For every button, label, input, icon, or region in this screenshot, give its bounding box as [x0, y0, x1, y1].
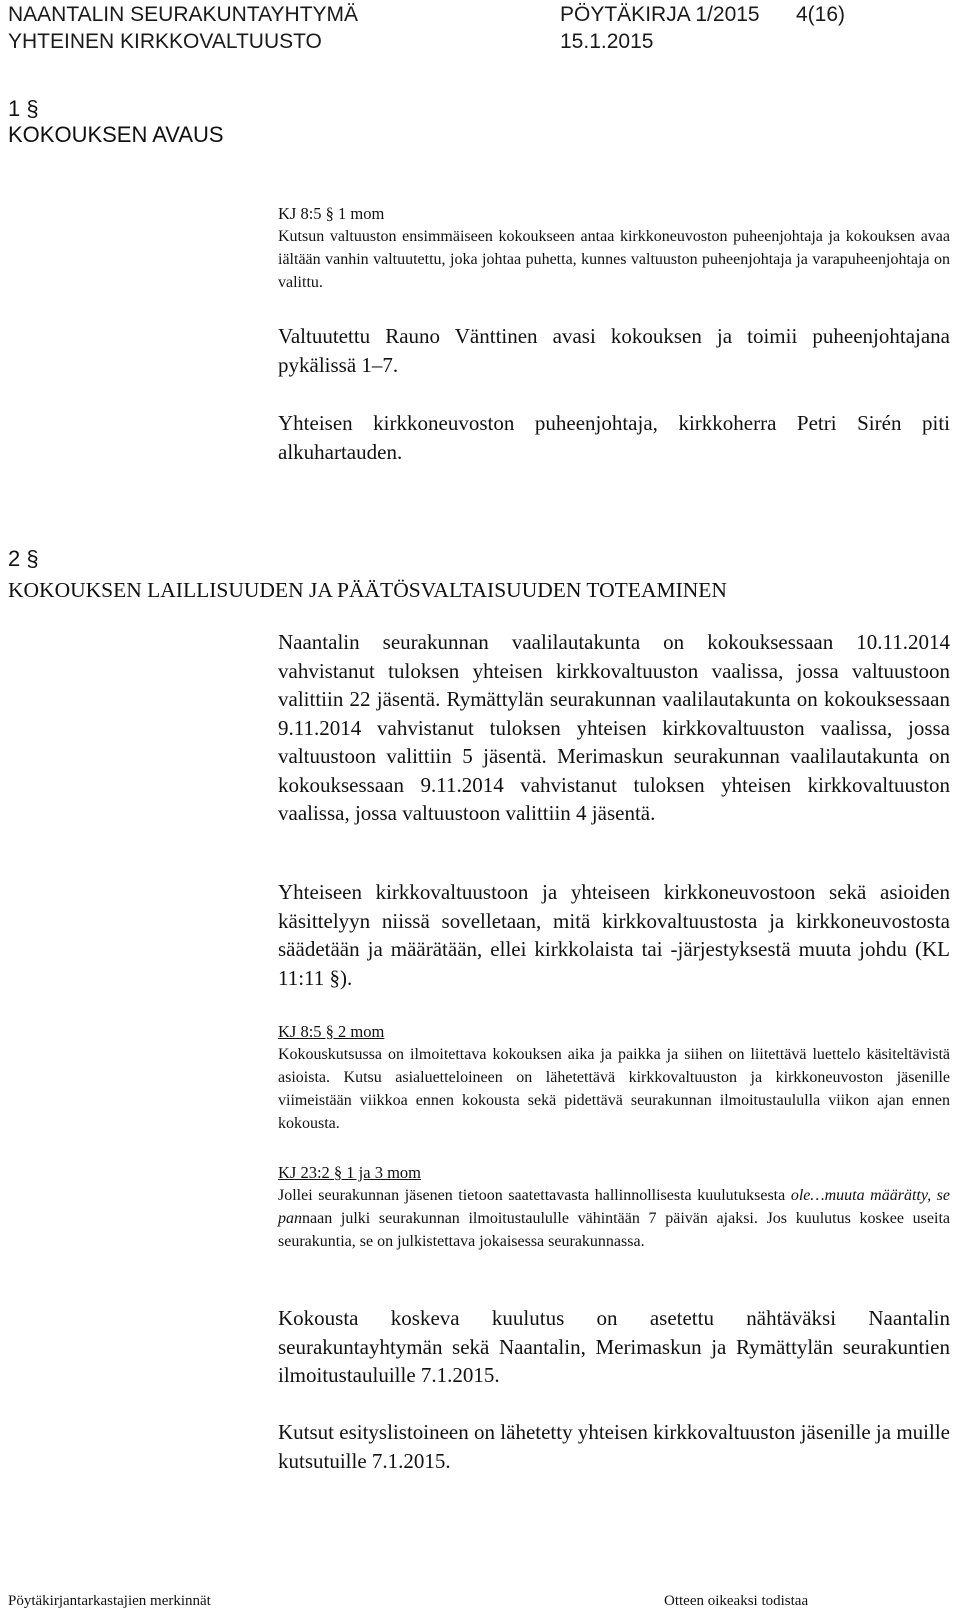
header-doc-title: PÖYTÄKIRJA 1/2015 [560, 3, 760, 26]
section2-paragraph-4: Kutsut esityslistoineen on lähetetty yhteisen kirkkovaltuuston jäsenille ja muille kutsutuille 7.1.2015. [278, 1420, 950, 1473]
section1-paragraph-2: Yhteisen kirkkoneuvoston puheenjohtaja, kirkkoherra Petri Sirén piti alkuhartauden. [278, 411, 950, 464]
section2-paragraph-1: Naantalin seurakunnan vaalilautakunta on kokouksessaan 10.11.2014 vahvistanut tuloksen yhteisen kirkkovaltuuston vaalissa, jossa valtuustoon valittiin 22 jäsentä. Rymättylän seurakunnan vaalilautakunta on kokouksessaan 9.11.2014 vahvistanut tuloksen yhteisen kirkkovaltuuston vaalissa, jossa valtuustoon valittiin 5 jäsentä. Merimaskun seurakunnan vaalilautakunta on kokouksessaan 9.11.2014 vahvistanut tuloksen yhteisen kirkkovaltuuston vaalissa, jossa valtuustoon valittiin 4 jäsentä. [278, 630, 950, 825]
section1-law-reference [278, 203, 950, 294]
section2-ref1-text: Kokouskutsussa on ilmoitettava kokouksen aika ja paikka ja siihen on liitettävä luettelo käsiteltävistä asioista. Kutsu asialuetteloineen on lähetettävä kirkkovaltuuston ja kirkkoneuvoston jäsenille viimeistään viikkoa ennen kokousta sekä pidettävä seurakunnan ilmoitustaululla viikon ajan ennen kokousta. [278, 1046, 950, 1132]
section2-ref1-title: KJ 8:5 § 2 mom [278, 1022, 385, 1041]
section2-paragraph-2: Yhteiseen kirkkovaltuustoon ja yhteiseen kirkkoneuvostoon sekä asioiden käsittelyyn niissä sovelletaan, mitä kirkkovaltuustosta ja kirkkoneuvostosta säädetään ja määrätään, ellei kirkkolaista tai -järjestyksestä muuta johdu (KL 11:11 §). [278, 880, 950, 990]
section2-ref2-text: Jollei seurakunnan jäsenen tietoon saatettavasta hallinnollisesta kuulutuksesta ole…muuta määrätty, se pannaan julki seurakunnan ilmoitustaululle vähintään 7 päivän ajaksi. Jos kuulutus koskee useita seurakuntia, se on julkistettava jokaisessa seurakunnassa. [278, 1187, 950, 1250]
header-org: NAANTALIN SEURAKUNTAYHTYMÄ [8, 3, 359, 26]
header-page-number: 4(16) [796, 3, 846, 26]
section1-paragraph-1: Valtuutettu Rauno Vänttinen avasi kokouksen ja toimii puheenjohtajana pykälissä 1–7. [278, 324, 950, 377]
section2-law-reference-2 [278, 1162, 950, 1253]
section1-ref-text: Kutsun valtuuston ensimmäiseen kokoukseen antaa kirkkoneuvoston puheenjohtaja ja kokouksen avaa iältään vanhin valtuutettu, joka johtaa puhetta, kunnes valtuuston puheenjohtaja ja varapuheenjohtaja on valittu. [278, 228, 950, 291]
section2-law-reference-1 [278, 1021, 950, 1135]
footer-right: Otteen oikeaksi todistaa [664, 1593, 809, 1609]
section1-title: KOKOUKSEN AVAUS [8, 122, 224, 147]
footer-left: Pöytäkirjantarkastajien merkinnät [8, 1593, 211, 1609]
header-date: 15.1.2015 [560, 30, 654, 53]
section2-paragraph-3: Kokousta koskeva kuulutus on asetettu nähtäväksi Naantalin seurakuntayhtymän sekä Naantalin, Merimaskun ja Rymättylän seurakuntien ilmoitustauluille 7.1.2015. [278, 1306, 950, 1387]
section2-number: 2 § [8, 546, 39, 571]
section2-ref2-title: KJ 23:2 § 1 ja 3 mom [278, 1163, 421, 1182]
section2-title: KOKOUKSEN LAILLISUUDEN JA PÄÄTÖSVALTAISUUDEN TOTEAMINEN [8, 578, 727, 602]
header-body: YHTEINEN KIRKKOVALTUUSTO [8, 30, 322, 53]
section1-ref-title: KJ 8:5 § 1 mom [278, 204, 385, 223]
section1-number: 1 § [8, 96, 39, 121]
